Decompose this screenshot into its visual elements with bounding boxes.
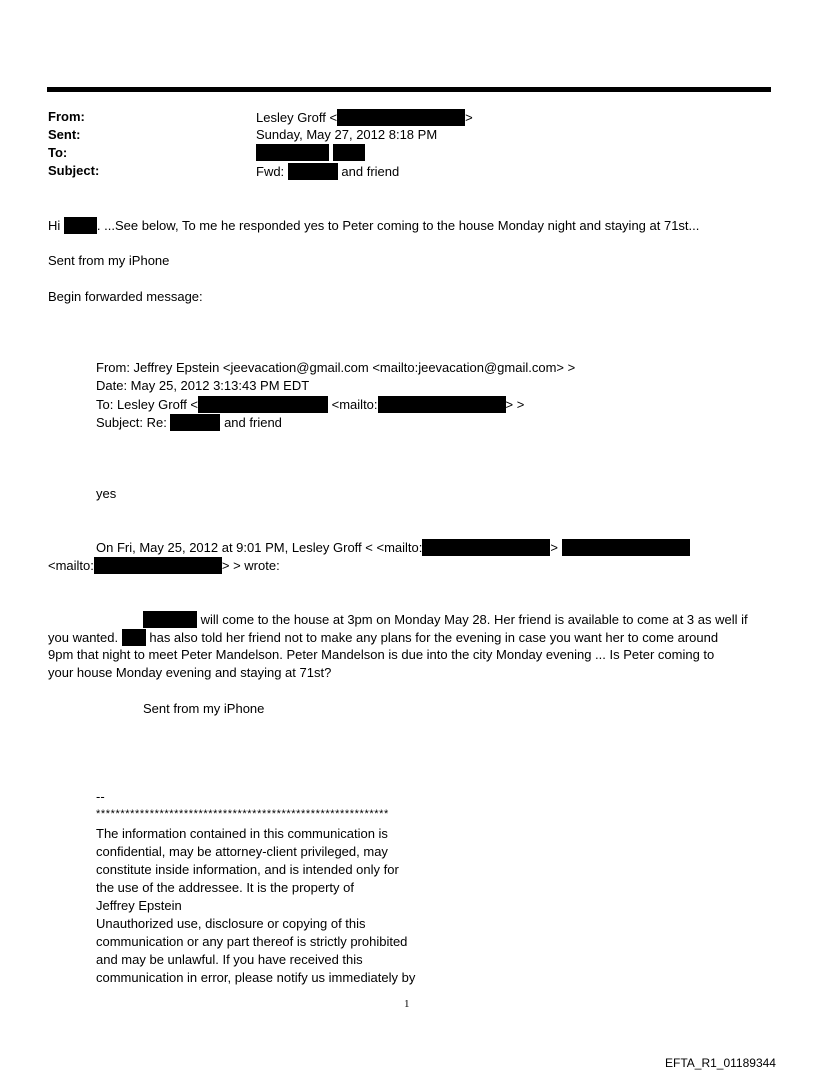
begin-forwarded: Begin forwarded message: — [48, 289, 203, 304]
fwd-to-prefix: To: Lesley Groff < — [96, 397, 199, 412]
redaction — [288, 163, 338, 180]
disclaimer-line: the use of the addressee. It is the property of — [96, 880, 354, 895]
disclaimer-text — [96, 825, 516, 987]
subject-label: Subject: — [48, 163, 100, 178]
redaction — [198, 396, 328, 413]
quoted-line-1 — [143, 611, 748, 628]
redaction — [378, 396, 506, 413]
quoted-line-4: your house Monday evening and staying at 71st? — [48, 665, 332, 680]
quote-attribution-cont — [48, 557, 280, 574]
quoted-sent-from: Sent from my iPhone — [143, 701, 265, 716]
fwd-to-close: > > — [505, 397, 525, 412]
reply-yes: yes — [96, 486, 117, 501]
redaction — [562, 539, 690, 556]
fwd-from-line: From: Jeffrey Epstein <jeevacation@gmail.com <mailto:jeevacation@gmail.com> > — [96, 360, 576, 375]
quoted-text-2a: you wanted. — [48, 630, 119, 645]
disclaimer-line: confidential, may be attorney-client privileged, may — [96, 844, 388, 859]
quoted-line-3: 9pm that night to meet Peter Mandelson. Peter Mandelson is due into the city Monday evening ... Is Peter coming to — [48, 647, 715, 662]
header-rule — [47, 87, 771, 92]
redaction — [64, 217, 97, 234]
to-value — [256, 144, 365, 161]
disclaimer-line: constitute inside information, and is intended only for — [96, 862, 399, 877]
disclaimer-line: communication in error, please notify us immediately by — [96, 970, 416, 985]
quoted-text-1: will come to the house at 3pm on Monday May 28. Her friend is available to come at 3 as well if — [200, 612, 748, 627]
from-label: From: — [48, 109, 85, 124]
fwd-to-mailto: <mailto: — [331, 397, 378, 412]
greeting-text: . ...See below, To me he responded yes to Peter coming to the house Monday night and staying at 71st... — [96, 218, 700, 233]
disclaimer-dashes: -- — [96, 789, 105, 804]
redaction — [422, 539, 550, 556]
sent-value: Sunday, May 27, 2012 8:18 PM — [256, 127, 438, 142]
disclaimer-line: Jeffrey Epstein — [96, 898, 182, 913]
from-close: > — [465, 110, 473, 125]
from-name: Lesley Groff < — [256, 110, 338, 125]
disclaimer-line: communication or any part thereof is strictly prohibited — [96, 934, 408, 949]
disclaimer-line: and may be unlawful. If you have received this — [96, 952, 363, 967]
fwd-subject-suffix: and friend — [224, 415, 282, 430]
greeting-hi: Hi — [48, 218, 61, 233]
fwd-date-line: Date: May 25, 2012 3:13:43 PM EDT — [96, 378, 310, 393]
redaction — [333, 144, 365, 161]
bates-number: EFTA_R1_01189344 — [665, 1056, 776, 1070]
greeting — [48, 217, 699, 234]
quote-attribution — [96, 539, 690, 556]
quote-prefix: On Fri, May 25, 2012 at 9:01 PM, Lesley Groff < <mailto: — [96, 540, 423, 555]
redaction — [170, 414, 220, 431]
disclaimer-line: Unauthorized use, disclosure or copying of this — [96, 916, 366, 931]
disclaimer-line: The information contained in this communication is — [96, 826, 388, 841]
quote-mailto: <mailto: — [48, 558, 94, 573]
sent-from-iphone: Sent from my iPhone — [48, 253, 170, 268]
redaction — [337, 109, 465, 126]
subject-suffix: and friend — [341, 164, 400, 179]
quote-wrote: > > wrote: — [221, 558, 280, 573]
redaction — [143, 611, 197, 628]
fwd-subject-prefix: Subject: Re: — [96, 415, 167, 430]
fwd-to-line — [96, 396, 524, 413]
quoted-text-2b: has also told her friend not to make any plans for the evening in case you want her to come around — [149, 630, 719, 645]
redaction — [94, 557, 222, 574]
redaction — [256, 144, 329, 161]
page-number: 1 — [404, 998, 410, 1010]
fwd-subject-line — [96, 414, 282, 431]
from-value — [256, 109, 473, 126]
redaction — [122, 629, 146, 646]
sent-label: Sent: — [48, 127, 81, 142]
subject-prefix: Fwd: — [256, 164, 285, 179]
subject-value — [256, 163, 399, 180]
quoted-line-2 — [48, 629, 718, 646]
to-label: To: — [48, 145, 68, 160]
disclaimer-stars: ************************************************************ — [96, 808, 389, 820]
quote-gt: > — [550, 540, 558, 555]
